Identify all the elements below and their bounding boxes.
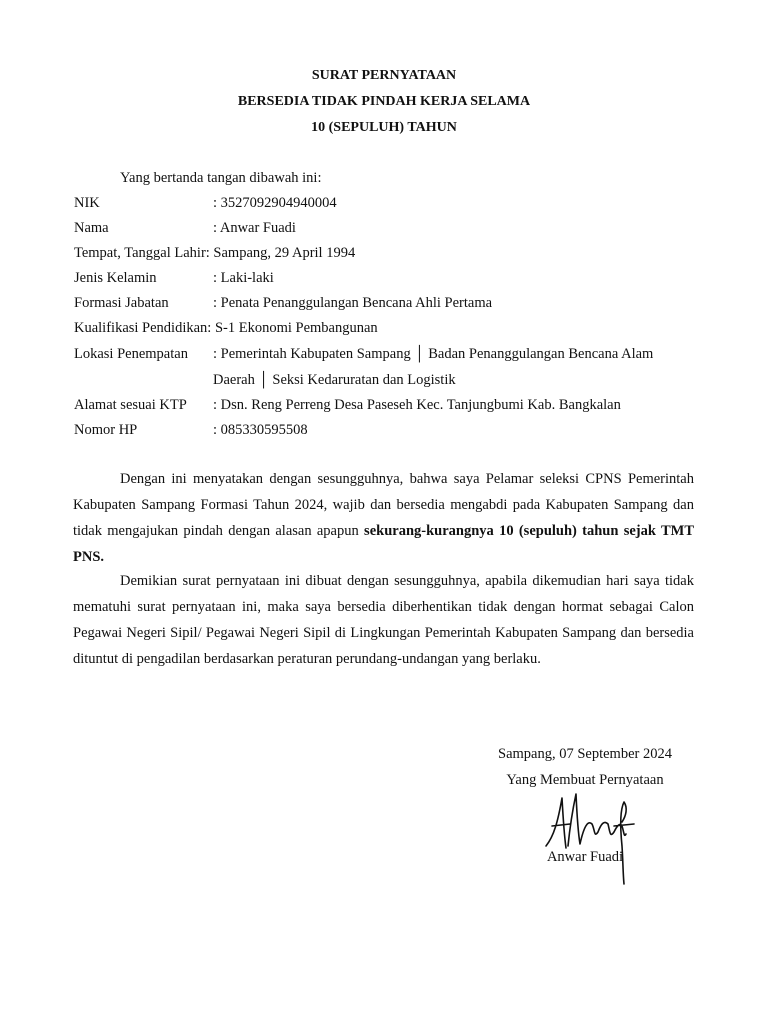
place-date: Sampang, 07 September 2024 bbox=[498, 746, 672, 762]
closing-text: Demikian surat pernyataan ini dibuat dengan sesungguhnya, apabila dikemudian hari saya tidak mematuhi surat pernyataan ini, maka saya bersedia diberhentikan tidak dengan hormat sebagai Calon Pegawai Negeri Sipil/ Pegawai Negeri Sipil di Lingkungan Pemerintah Kabupaten Sampang dan bersedia dituntut di pengadilan berdasarkan peraturan perundang-undangan yang berlaku. bbox=[73, 573, 694, 667]
field-text: Tempat, Tanggal Lahir: Sampang, 29 April 1994 bbox=[74, 245, 356, 261]
statement-text: Dengan ini menyatakan dengan sesungguhnya, bahwa saya Pelamar seleksi CPNS Pemerintah Kabupaten Sampang Formasi Tahun 2024, wajib dan bersedia mengabdi pada Kabupaten Sampang dan tidak mengajukan pindah dengan alasan apapun bbox=[73, 471, 694, 539]
field-ttl bbox=[74, 245, 355, 262]
field-label: Jenis Kelamin bbox=[74, 270, 157, 286]
field-value: : 3527092904940004 bbox=[213, 195, 337, 211]
field-value: : Laki-laki bbox=[213, 270, 274, 286]
intro-text: Yang bertanda tangan dibawah ini: bbox=[120, 170, 322, 186]
statement-paragraph bbox=[73, 466, 694, 570]
made-by-label: Yang Membuat Pernyataan bbox=[506, 772, 664, 788]
field-label: Formasi Jabatan bbox=[74, 295, 169, 311]
field-label: Nomor HP bbox=[74, 422, 138, 438]
document-subtitle: BERSEDIA TIDAK PINDAH KERJA SELAMA bbox=[237, 94, 531, 109]
field-label: Alamat sesuai KTP bbox=[74, 397, 187, 413]
handwritten-signature bbox=[540, 786, 640, 886]
field-value: : Anwar Fuadi bbox=[213, 220, 296, 236]
field-label: Nama bbox=[74, 220, 109, 236]
document-subtitle-duration: 10 (SEPULUH) TAHUN bbox=[311, 120, 457, 135]
document-title: SURAT PERNYATAAN bbox=[311, 68, 457, 83]
field-label: NIK bbox=[74, 195, 100, 211]
field-text: Kualifikasi Pendidikan: S-1 Ekonomi Pembangunan bbox=[74, 320, 378, 336]
signer-name: Anwar Fuadi bbox=[546, 849, 624, 865]
field-kualifikasi bbox=[74, 320, 378, 337]
field-label: Lokasi Penempatan bbox=[74, 346, 188, 362]
field-value: : Penata Penanggulangan Bencana Ahli Pertama bbox=[213, 295, 493, 311]
field-value: : 085330595508 bbox=[213, 422, 308, 438]
field-value: : Pemerintah Kabupaten Sampang │ Badan Penanggulangan Bencana Alam bbox=[213, 346, 654, 362]
statement-bold-text: sekurang-kurangnya 10 (sepuluh) tahun sejak TMT PNS. bbox=[73, 523, 695, 565]
field-value-continued: Daerah │ Seksi Kedaruratan dan Logistik bbox=[213, 372, 456, 388]
closing-paragraph bbox=[73, 568, 694, 672]
field-value: : Dsn. Reng Perreng Desa Paseseh Kec. Tanjungbumi Kab. Bangkalan bbox=[213, 397, 621, 413]
